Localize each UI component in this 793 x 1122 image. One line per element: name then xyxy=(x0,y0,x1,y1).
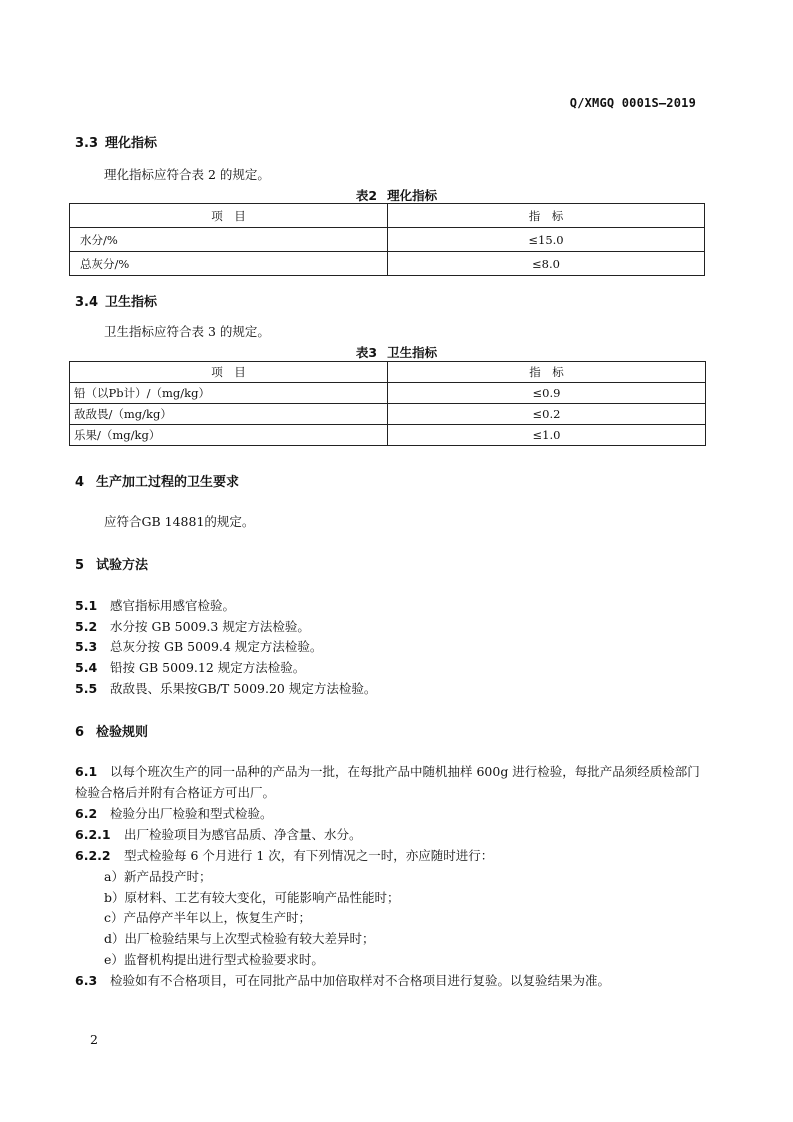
list-item: c）产品停产半年以上，恢复生产时； xyxy=(104,910,312,925)
clause-number: 6.3 xyxy=(75,973,98,988)
clause-6-2 xyxy=(75,804,273,822)
section-5-heading xyxy=(75,554,148,573)
section-number: 6 xyxy=(75,725,85,740)
section-title: 卫生指标 xyxy=(105,295,158,310)
table-cell-value: ≤8.0 xyxy=(388,252,705,276)
table-cell-item: 敌敌畏/（mg/kg） xyxy=(70,404,388,425)
table-header-row xyxy=(70,204,705,228)
table-header-item: 项 目 xyxy=(70,204,388,228)
clause-number: 5.2 xyxy=(75,619,98,634)
table-row xyxy=(70,425,706,446)
clause-text: 型式检验每 6 个月进行 1 次，有下列情况之一时，亦应随时进行： xyxy=(124,848,494,863)
clause-text: 检验分出厂检验和型式检验。 xyxy=(110,806,273,821)
table-cell-item: 乐果/（mg/kg） xyxy=(70,425,388,446)
clause-5-4 xyxy=(75,658,305,676)
table2 xyxy=(69,203,705,276)
clause-text: 敌敌畏、乐果按GB/T 5009.20 规定方法检验。 xyxy=(110,681,377,696)
section-3-3-intro: 理化指标应符合表 2 的规定。 xyxy=(104,167,270,182)
table3-caption-title: 卫生指标 xyxy=(387,345,438,360)
table-cell-item: 水分/% xyxy=(70,228,388,252)
table-row xyxy=(70,228,705,252)
clause-text: 以每个班次生产的同一品种的产品为一批，在每批产品中随机抽样 600g 进行检验，每批产品须经质检部门检验合格后并附有合格证方可出厂。 xyxy=(75,764,700,800)
list-item: e）监督机构提出进行型式检验要求时。 xyxy=(104,952,324,967)
page-number: 2 xyxy=(90,1032,98,1047)
table-header-row xyxy=(70,362,706,383)
table-cell-value: ≤0.2 xyxy=(388,404,706,425)
section-title: 试验方法 xyxy=(96,558,149,573)
section-3-4-heading xyxy=(75,291,157,310)
list-item: d）出厂检验结果与上次型式检验有较大差异时； xyxy=(104,931,375,946)
table-row xyxy=(70,383,706,404)
clause-text: 水分按 GB 5009.3 规定方法检验。 xyxy=(110,619,310,634)
section-4-text: 应符合GB 14881的规定。 xyxy=(104,514,255,529)
clause-number: 6.2.2 xyxy=(75,848,111,863)
table2-caption xyxy=(0,186,793,204)
table-row xyxy=(70,404,706,425)
clause-6-2-2 xyxy=(75,846,493,864)
section-number: 3.3 xyxy=(75,136,99,151)
standard-code: Q/XMGQ 0001S—2019 xyxy=(569,96,696,110)
table3-caption xyxy=(0,343,793,361)
clause-text: 感官指标用感官检验。 xyxy=(110,598,236,613)
section-3-3-heading xyxy=(75,132,157,151)
clause-6-1 xyxy=(75,761,705,803)
section-6-heading xyxy=(75,721,148,740)
clause-number: 5.4 xyxy=(75,660,98,675)
table-cell-item: 铅（以Pb计）/（mg/kg） xyxy=(70,383,388,404)
table3 xyxy=(69,361,706,446)
clause-text: 检验如有不合格项目，可在同批产品中加倍取样对不合格项目进行复验。以复验结果为准。 xyxy=(110,973,611,988)
table-cell-value: ≤0.9 xyxy=(388,383,706,404)
table-cell-value: ≤1.0 xyxy=(388,425,706,446)
table2-caption-number: 表2 xyxy=(355,188,378,203)
clause-text: 铅按 GB 5009.12 规定方法检验。 xyxy=(110,660,306,675)
table-header-value: 指 标 xyxy=(388,204,705,228)
clause-5-1 xyxy=(75,596,235,614)
table-header-item: 项 目 xyxy=(70,362,388,383)
list-item: a）新产品投产时； xyxy=(104,869,212,884)
clause-6-3 xyxy=(75,971,610,989)
table-cell-item: 总灰分/% xyxy=(70,252,388,276)
clause-number: 5.5 xyxy=(75,681,98,696)
table-cell-value: ≤15.0 xyxy=(388,228,705,252)
clause-text: 总灰分按 GB 5009.4 规定方法检验。 xyxy=(110,639,323,654)
clause-number: 6.1 xyxy=(75,764,98,779)
clause-5-5 xyxy=(75,679,376,697)
table-header-value: 指 标 xyxy=(388,362,706,383)
section-4-heading xyxy=(75,471,239,490)
section-title: 检验规则 xyxy=(96,725,149,740)
clause-5-3 xyxy=(75,637,322,655)
clause-text: 出厂检验项目为感官品质、净含量、水分。 xyxy=(124,827,362,842)
clause-5-2 xyxy=(75,617,310,635)
section-number: 3.4 xyxy=(75,295,99,310)
clause-number: 6.2.1 xyxy=(75,827,111,842)
clause-number: 5.1 xyxy=(75,598,98,613)
section-number: 4 xyxy=(75,475,85,490)
section-title: 生产加工过程的卫生要求 xyxy=(96,475,240,490)
table2-caption-title: 理化指标 xyxy=(387,188,438,203)
clause-number: 6.2 xyxy=(75,806,98,821)
section-number: 5 xyxy=(75,558,85,573)
table3-caption-number: 表3 xyxy=(355,345,378,360)
table-row xyxy=(70,252,705,276)
section-title: 理化指标 xyxy=(105,136,158,151)
clause-6-2-1 xyxy=(75,825,362,843)
section-3-4-intro: 卫生指标应符合表 3 的规定。 xyxy=(104,324,270,339)
list-item: b）原材料、工艺有较大变化，可能影响产品性能时； xyxy=(104,890,400,905)
clause-number: 5.3 xyxy=(75,639,98,654)
